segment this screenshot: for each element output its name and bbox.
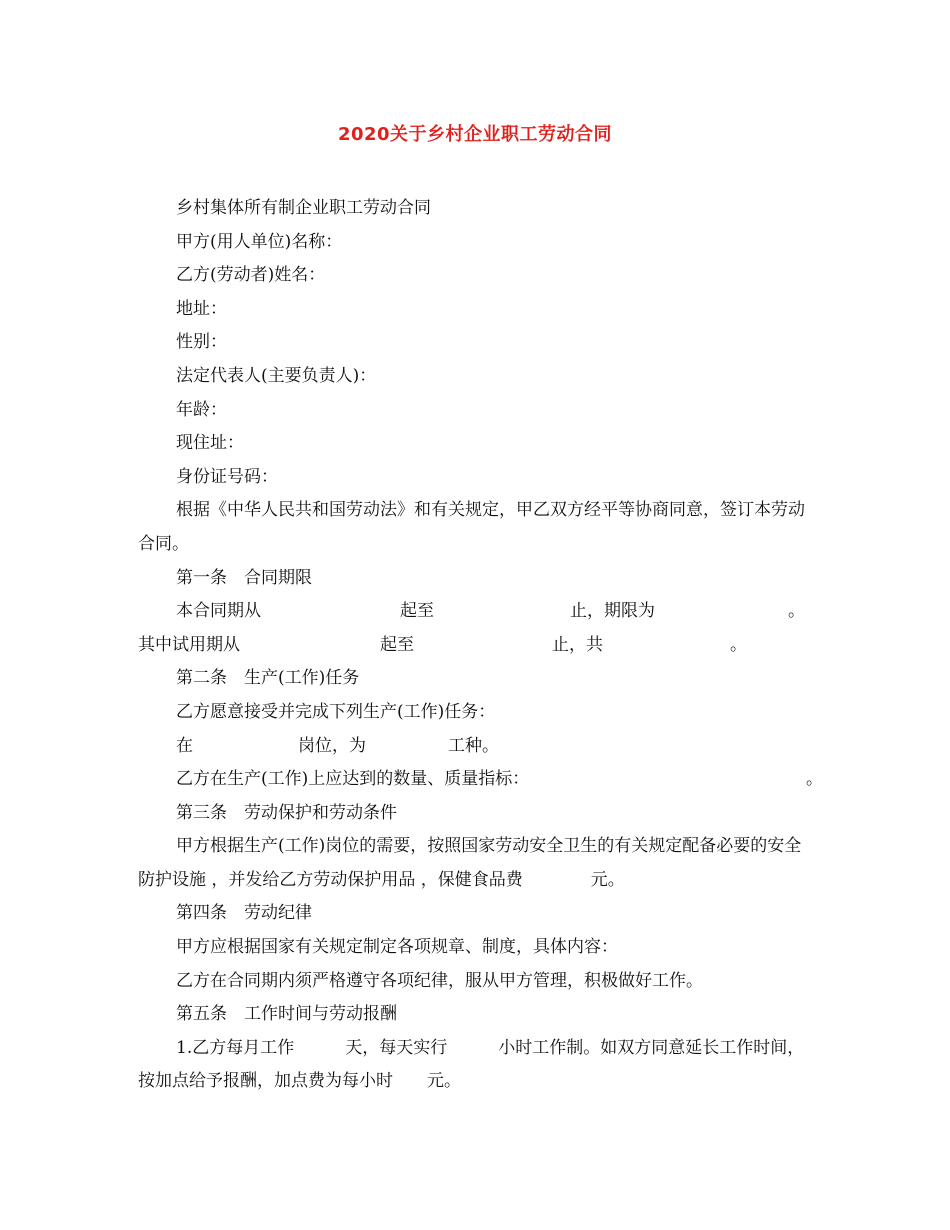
discipline-line: 乙方在合同期内须严格遵守各项纪律，服从甲方管理，积极做好工作。 [176, 970, 703, 991]
task-acceptance-line: 乙方愿意接受并完成下列生产(工作)任务： [176, 701, 496, 722]
employee-name-field: 乙方(劳动者)姓名： [176, 265, 326, 286]
labor-protection-paragraph: 甲方根据生产(工作)岗位的需要，按照国家劳动安全卫生的有关规定配备必要的安全防护设施 ，并发给乙方劳动保护用品 ，保健食品费 元。 [138, 836, 802, 890]
term-end-mark: 。 [788, 601, 805, 622]
probation-end-mark: 。 [730, 634, 747, 655]
position-line [138, 730, 814, 764]
rules-line: 甲方应根据国家有关规定制定各项规章、制度，具体内容： [176, 937, 618, 958]
address-field: 地址： [176, 298, 227, 319]
contract-body [138, 192, 823, 1099]
article-4-heading: 第四条 劳动纪律 [176, 903, 312, 924]
working-hours-paragraph: 1.乙方每月工作 天，每天实行 小时工作制。如双方同意延长工作时间，按加点给予报酬，加点费为每小时 元。 [138, 1037, 805, 1092]
contract-term-line [138, 595, 814, 629]
current-address-field: 现住址： [176, 433, 244, 454]
term-to-label: 起至 [400, 601, 434, 622]
age-field: 年龄： [176, 399, 227, 420]
quota-end-mark: 。 [806, 769, 823, 790]
article-1-heading: 第一条 合同期限 [176, 567, 312, 588]
article-5-heading: 第五条 工作时间与劳动报酬 [176, 1004, 397, 1025]
preamble-paragraph: 根据《中华人民共和国劳动法》和有关规定，甲乙双方经平等协商同意，签订本劳动合同。 [138, 500, 805, 554]
article-3-heading: 第三条 劳动保护和劳动条件 [176, 802, 397, 823]
term-from-label: 本合同期从 [176, 601, 261, 622]
term-period-label: 止，期限为 [570, 601, 655, 622]
quota-label: 乙方在生产(工作)上应达到的数量、质量指标： [176, 769, 530, 790]
gender-field: 性别： [176, 332, 227, 353]
probation-total-label: 止，共 [552, 634, 603, 655]
job-type-label: 工种。 [448, 735, 499, 756]
quota-line [138, 763, 823, 797]
document-title: 2020关于乡村企业职工劳动合同 [337, 124, 613, 145]
employer-name-field: 甲方(用人单位)名称： [176, 231, 343, 252]
article-2-heading: 第二条 生产(工作)任务 [176, 668, 360, 689]
position-at-label: 在 [176, 735, 193, 756]
probation-line [138, 629, 814, 663]
legal-representative-field: 法定代表人(主要负责人)： [176, 365, 377, 386]
contract-subtitle: 乡村集体所有制企业职工劳动合同 [176, 198, 431, 218]
probation-from-label: 其中试用期从 [138, 634, 240, 655]
position-as-label: 岗位，为 [298, 735, 366, 756]
probation-to-label: 起至 [380, 634, 414, 655]
id-number-field: 身份证号码： [176, 466, 278, 487]
